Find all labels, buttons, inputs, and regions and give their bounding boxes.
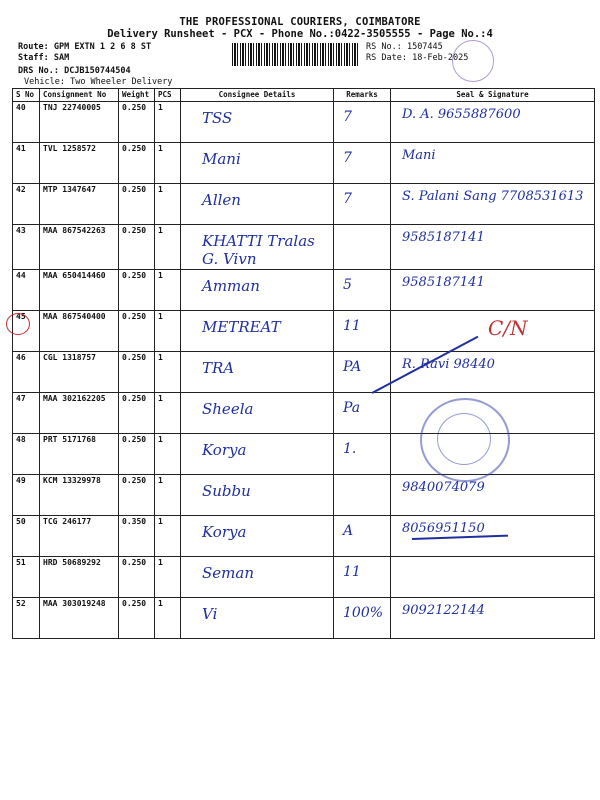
cell-consignee-handwriting: METREAT xyxy=(202,318,281,336)
cell-consignee-handwriting: Sheela xyxy=(202,400,254,418)
cell-consignee xyxy=(181,475,334,516)
cell-signature-handwriting: 9840074079 xyxy=(402,480,485,495)
staff-value: SAM xyxy=(53,53,70,63)
cell-pcs: 1 xyxy=(155,434,181,475)
rs-no-value: 1507445 xyxy=(406,42,443,52)
cell-sno: 52 xyxy=(13,598,40,639)
cell-remarks-handwriting: 7 xyxy=(343,150,352,166)
cell-consignee xyxy=(181,557,334,598)
red-cn-mark: C/N xyxy=(488,316,528,340)
cell-consignee-handwriting: Seman xyxy=(202,564,254,582)
cell-remarks-handwriting: 11 xyxy=(343,564,361,580)
cell-signature-handwriting: D. A. 9655887600 xyxy=(402,107,521,122)
cell-weight: 0.250 xyxy=(119,143,155,184)
cell-consignee xyxy=(181,352,334,393)
table-row xyxy=(13,270,595,311)
cell-signature-handwriting: 9585187141 xyxy=(402,275,485,290)
cell-signature-handwriting: R. Ravi 98440 xyxy=(402,357,495,372)
cell-sno: 40 xyxy=(13,102,40,143)
cell-weight: 0.250 xyxy=(119,184,155,225)
staff-line xyxy=(18,53,69,64)
cell-sno: 49 xyxy=(13,475,40,516)
cell-remarks-handwriting: 11 xyxy=(343,318,361,334)
cell-consignment-no: HRD 50689292 xyxy=(40,557,119,598)
cell-pcs: 1 xyxy=(155,102,181,143)
vehicle-line xyxy=(24,77,172,88)
col-header-signature: Seal & Signature xyxy=(391,89,595,102)
col-header-weight: Weight xyxy=(119,89,155,102)
cell-remarks-handwriting: 100% xyxy=(343,605,384,621)
cell-weight: 0.250 xyxy=(119,434,155,475)
cell-consignment-no: TNJ 22740005 xyxy=(40,102,119,143)
cell-signature xyxy=(391,225,595,270)
cell-sno: 47 xyxy=(13,393,40,434)
cell-remarks xyxy=(334,143,391,184)
drs-line xyxy=(18,66,131,77)
cell-consignee xyxy=(181,102,334,143)
cell-consignment-no: TCG 246177 xyxy=(40,516,119,557)
cell-weight: 0.250 xyxy=(119,393,155,434)
route-label: Route: xyxy=(18,42,49,52)
cell-consignee-handwriting: KHATTI Tralas G. Vivn xyxy=(202,232,315,268)
cell-weight: 0.250 xyxy=(119,270,155,311)
cell-remarks-handwriting: A xyxy=(343,523,354,539)
cell-signature-handwriting: S. Palani Sang 7708531613 xyxy=(402,189,584,204)
drs-label: DRS No.: xyxy=(18,66,59,76)
cell-consignee-handwriting: TSS xyxy=(202,109,233,127)
cell-signature xyxy=(391,475,595,516)
cell-remarks xyxy=(334,311,391,352)
rs-date-label: RS Date: xyxy=(366,53,407,63)
cell-remarks-handwriting: 5 xyxy=(343,277,352,293)
cell-remarks xyxy=(334,393,391,434)
cell-consignee-handwriting: Korya xyxy=(202,441,247,459)
cell-pcs: 1 xyxy=(155,143,181,184)
cell-remarks-handwriting: PA xyxy=(343,359,362,375)
cell-sno: 44 xyxy=(13,270,40,311)
cell-consignee xyxy=(181,598,334,639)
cell-signature-handwriting: Mani xyxy=(402,148,436,163)
table-row xyxy=(13,475,595,516)
cell-consignment-no: TVL 1258572 xyxy=(40,143,119,184)
table-row xyxy=(13,225,595,270)
cell-consignee-handwriting: Subbu xyxy=(202,482,251,500)
runsheet-table xyxy=(12,88,595,639)
col-header-consignment: Consignment No xyxy=(40,89,119,102)
table-row xyxy=(13,557,595,598)
cell-consignee xyxy=(181,184,334,225)
cell-consignee xyxy=(181,143,334,184)
cell-signature xyxy=(391,557,595,598)
cell-pcs: 1 xyxy=(155,225,181,270)
cell-consignee xyxy=(181,311,334,352)
cell-signature-handwriting: 8056951150 xyxy=(402,521,485,536)
cell-consignment-no: MAA 302162205 xyxy=(40,393,119,434)
cell-consignee xyxy=(181,225,334,270)
cell-consignee xyxy=(181,516,334,557)
route-line xyxy=(18,42,151,53)
cell-pcs: 1 xyxy=(155,475,181,516)
cell-remarks-handwriting: 7 xyxy=(343,109,352,125)
cell-consignment-no: PRT 5171768 xyxy=(40,434,119,475)
rs-no-line xyxy=(366,42,443,53)
cell-consignment-no: MAA 867542263 xyxy=(40,225,119,270)
cell-sno: 42 xyxy=(13,184,40,225)
cell-consignee-handwriting: TRA xyxy=(202,359,235,377)
cell-weight: 0.250 xyxy=(119,557,155,598)
ink-mark-top xyxy=(452,40,494,82)
cell-consignee xyxy=(181,393,334,434)
cell-consignment-no: MTP 1347647 xyxy=(40,184,119,225)
cell-consignee-handwriting: Allen xyxy=(202,191,241,209)
cell-weight: 0.250 xyxy=(119,311,155,352)
col-header-sno: S No xyxy=(13,89,40,102)
cell-remarks xyxy=(334,475,391,516)
cell-signature-handwriting: 9092122144 xyxy=(402,603,485,618)
cell-sno: 50 xyxy=(13,516,40,557)
cell-sno: 48 xyxy=(13,434,40,475)
cell-remarks xyxy=(334,102,391,143)
table-row xyxy=(13,598,595,639)
cell-remarks xyxy=(334,270,391,311)
route-value: GPM EXTN 1 2 6 8 ST xyxy=(53,42,152,52)
cell-pcs: 1 xyxy=(155,270,181,311)
col-header-remarks: Remarks xyxy=(334,89,391,102)
cell-consignment-no: MAA 650414460 xyxy=(40,270,119,311)
staff-label: Staff: xyxy=(18,53,49,63)
cell-pcs: 1 xyxy=(155,557,181,598)
cell-remarks xyxy=(334,184,391,225)
cell-sno: 46 xyxy=(13,352,40,393)
vehicle-label: Vehicle: xyxy=(24,77,65,87)
cell-pcs: 1 xyxy=(155,516,181,557)
cell-pcs: 1 xyxy=(155,311,181,352)
cell-remarks xyxy=(334,557,391,598)
company-title: THE PROFESSIONAL COURIERS, COIMBATORE xyxy=(179,16,421,28)
cell-pcs: 1 xyxy=(155,184,181,225)
cell-weight: 0.250 xyxy=(119,102,155,143)
cell-remarks-handwriting: 7 xyxy=(343,191,352,207)
cell-weight: 0.350 xyxy=(119,516,155,557)
cell-remarks-handwriting: Pa xyxy=(343,400,361,416)
row-45-circle-mark xyxy=(6,313,30,335)
cell-signature xyxy=(391,270,595,311)
cell-sno: 41 xyxy=(13,143,40,184)
cell-weight: 0.250 xyxy=(119,475,155,516)
cell-pcs: 1 xyxy=(155,393,181,434)
cell-consignee-handwriting: Amman xyxy=(202,277,260,295)
cell-consignee-handwriting: Vi xyxy=(202,605,218,623)
cell-signature xyxy=(391,352,595,393)
col-header-consignee: Consignee Details xyxy=(181,89,334,102)
cell-remarks xyxy=(334,598,391,639)
table-header-row xyxy=(13,89,595,102)
col-header-pcs: PCS xyxy=(155,89,181,102)
cell-consignment-no: MAA 303019248 xyxy=(40,598,119,639)
cell-signature xyxy=(391,598,595,639)
cell-remarks xyxy=(334,434,391,475)
table-row xyxy=(13,102,595,143)
cell-weight: 0.250 xyxy=(119,352,155,393)
cell-remarks xyxy=(334,516,391,557)
cell-consignment-no: KCM 13329978 xyxy=(40,475,119,516)
cell-consignee-handwriting: Mani xyxy=(202,150,241,168)
cell-sno: 43 xyxy=(13,225,40,270)
cell-remarks-handwriting: 1. xyxy=(343,441,357,457)
cell-consignee xyxy=(181,434,334,475)
cell-pcs: 1 xyxy=(155,598,181,639)
cell-pcs: 1 xyxy=(155,352,181,393)
cell-consignment-no: CGL 1318757 xyxy=(40,352,119,393)
cell-sno: 51 xyxy=(13,557,40,598)
rs-date-value: 18-Feb-2025 xyxy=(412,53,469,63)
cell-weight: 0.250 xyxy=(119,225,155,270)
cell-signature xyxy=(391,143,595,184)
cell-consignee xyxy=(181,270,334,311)
drs-value: DCJB150744504 xyxy=(64,66,131,76)
cell-sno: 45 xyxy=(13,311,40,352)
rs-no-label: RS No.: xyxy=(366,42,402,52)
seal-stamp-inner xyxy=(437,413,491,465)
cell-signature xyxy=(391,102,595,143)
cell-weight: 0.250 xyxy=(119,598,155,639)
vehicle-value: Two Wheeler Delivery xyxy=(70,77,173,87)
table-row xyxy=(13,143,595,184)
table-row xyxy=(13,352,595,393)
cell-signature-handwriting: 9585187141 xyxy=(402,230,485,245)
cell-consignment-no: MAA 867540400 xyxy=(40,311,119,352)
cell-signature xyxy=(391,184,595,225)
runsheet-title: Delivery Runsheet - PCX - Phone No.:0422-3505555 - Page No.:4 xyxy=(107,28,493,40)
table-row xyxy=(13,184,595,225)
barcode-image xyxy=(232,43,360,66)
cell-remarks xyxy=(334,225,391,270)
cell-consignee-handwriting: Korya xyxy=(202,523,247,541)
